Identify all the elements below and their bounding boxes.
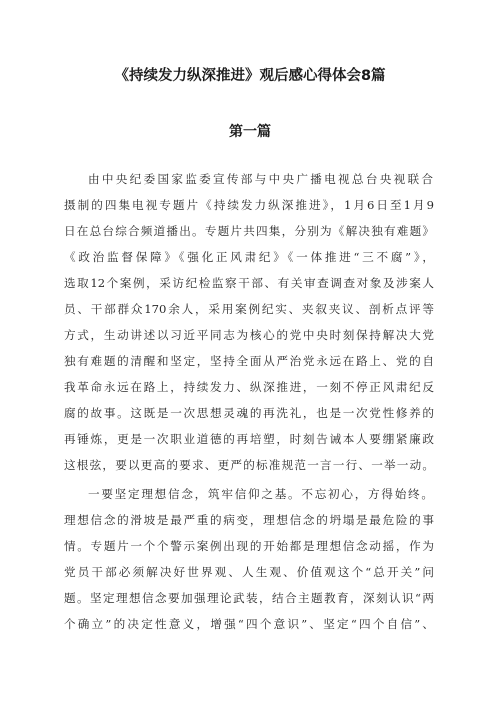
section-heading: 第一篇	[229, 124, 271, 140]
paragraph-line: 独有难题的清醒和坚定，坚持全面从严治党永远在路上、党的自	[64, 354, 434, 368]
paragraph-line: 一要坚定理想信念，筑牢信仰之基。不忘初心，方得始终。	[88, 487, 433, 501]
paragraph-line: 这根弦，要以更高的要求、更严的标准规范一言一行、一举一动。	[64, 458, 434, 472]
paragraph-line: 选取12个案例，采访纪检监察干部、有关审查调查对象及涉案人	[64, 276, 434, 290]
document-title: 《持续发力纵深推进》观后感心得体会8篇	[114, 68, 386, 84]
paragraph-line: 《政治监督保障》《强化正风肃纪》《一体推进“三不腐”》，	[64, 250, 434, 264]
paragraph-line: 员、干部群众170余人，采用案例纪实、夹叙夹议、剖析点评等	[64, 302, 434, 316]
paragraph-line: 日在总台综合频道播出。专题片共四集，分别为《解决独有难题》	[64, 224, 434, 238]
paragraph-line: 党员干部必须解决好世界观、人生观、价值观这个“总开关”问	[64, 565, 434, 579]
paragraph-line: 方式，生动讲述以习近平同志为核心的党中央时刻保持解决大党	[64, 328, 434, 342]
paragraph-line: 再锤炼，更是一次职业道德的再培塑，时刻告诫本人要绷紧廉政	[64, 432, 434, 446]
paragraph-line: 题。坚定理想信念要加强理论武装，结合主题教育，深刻认识“两	[64, 591, 434, 605]
paragraph-line: 由中央纪委国家监委宣传部与中央广播电视总台央视联合	[88, 172, 433, 186]
paragraph-line: 摄制的四集电视专题片《持续发力纵深推进》，1月6日至1月9	[64, 198, 434, 212]
paragraph-line: 我革命永远在路上，持续发力、纵深推进，一刻不停正风肃纪反	[64, 380, 434, 394]
paragraph-line: 理想信念的滑坡是最严重的病变，理想信念的坍塌是最危险的事	[64, 513, 434, 527]
paragraph-line: 腐的故事。这既是一次思想灵魂的再洗礼，也是一次党性修养的	[64, 406, 434, 420]
paragraph-line: 情。专题片一个个警示案例出现的开始都是理想信念动摇，作为	[64, 539, 434, 553]
paragraph-line: 个确立”的决定性意义，增强“四个意识”、坚定“四个自信”、	[64, 617, 434, 631]
